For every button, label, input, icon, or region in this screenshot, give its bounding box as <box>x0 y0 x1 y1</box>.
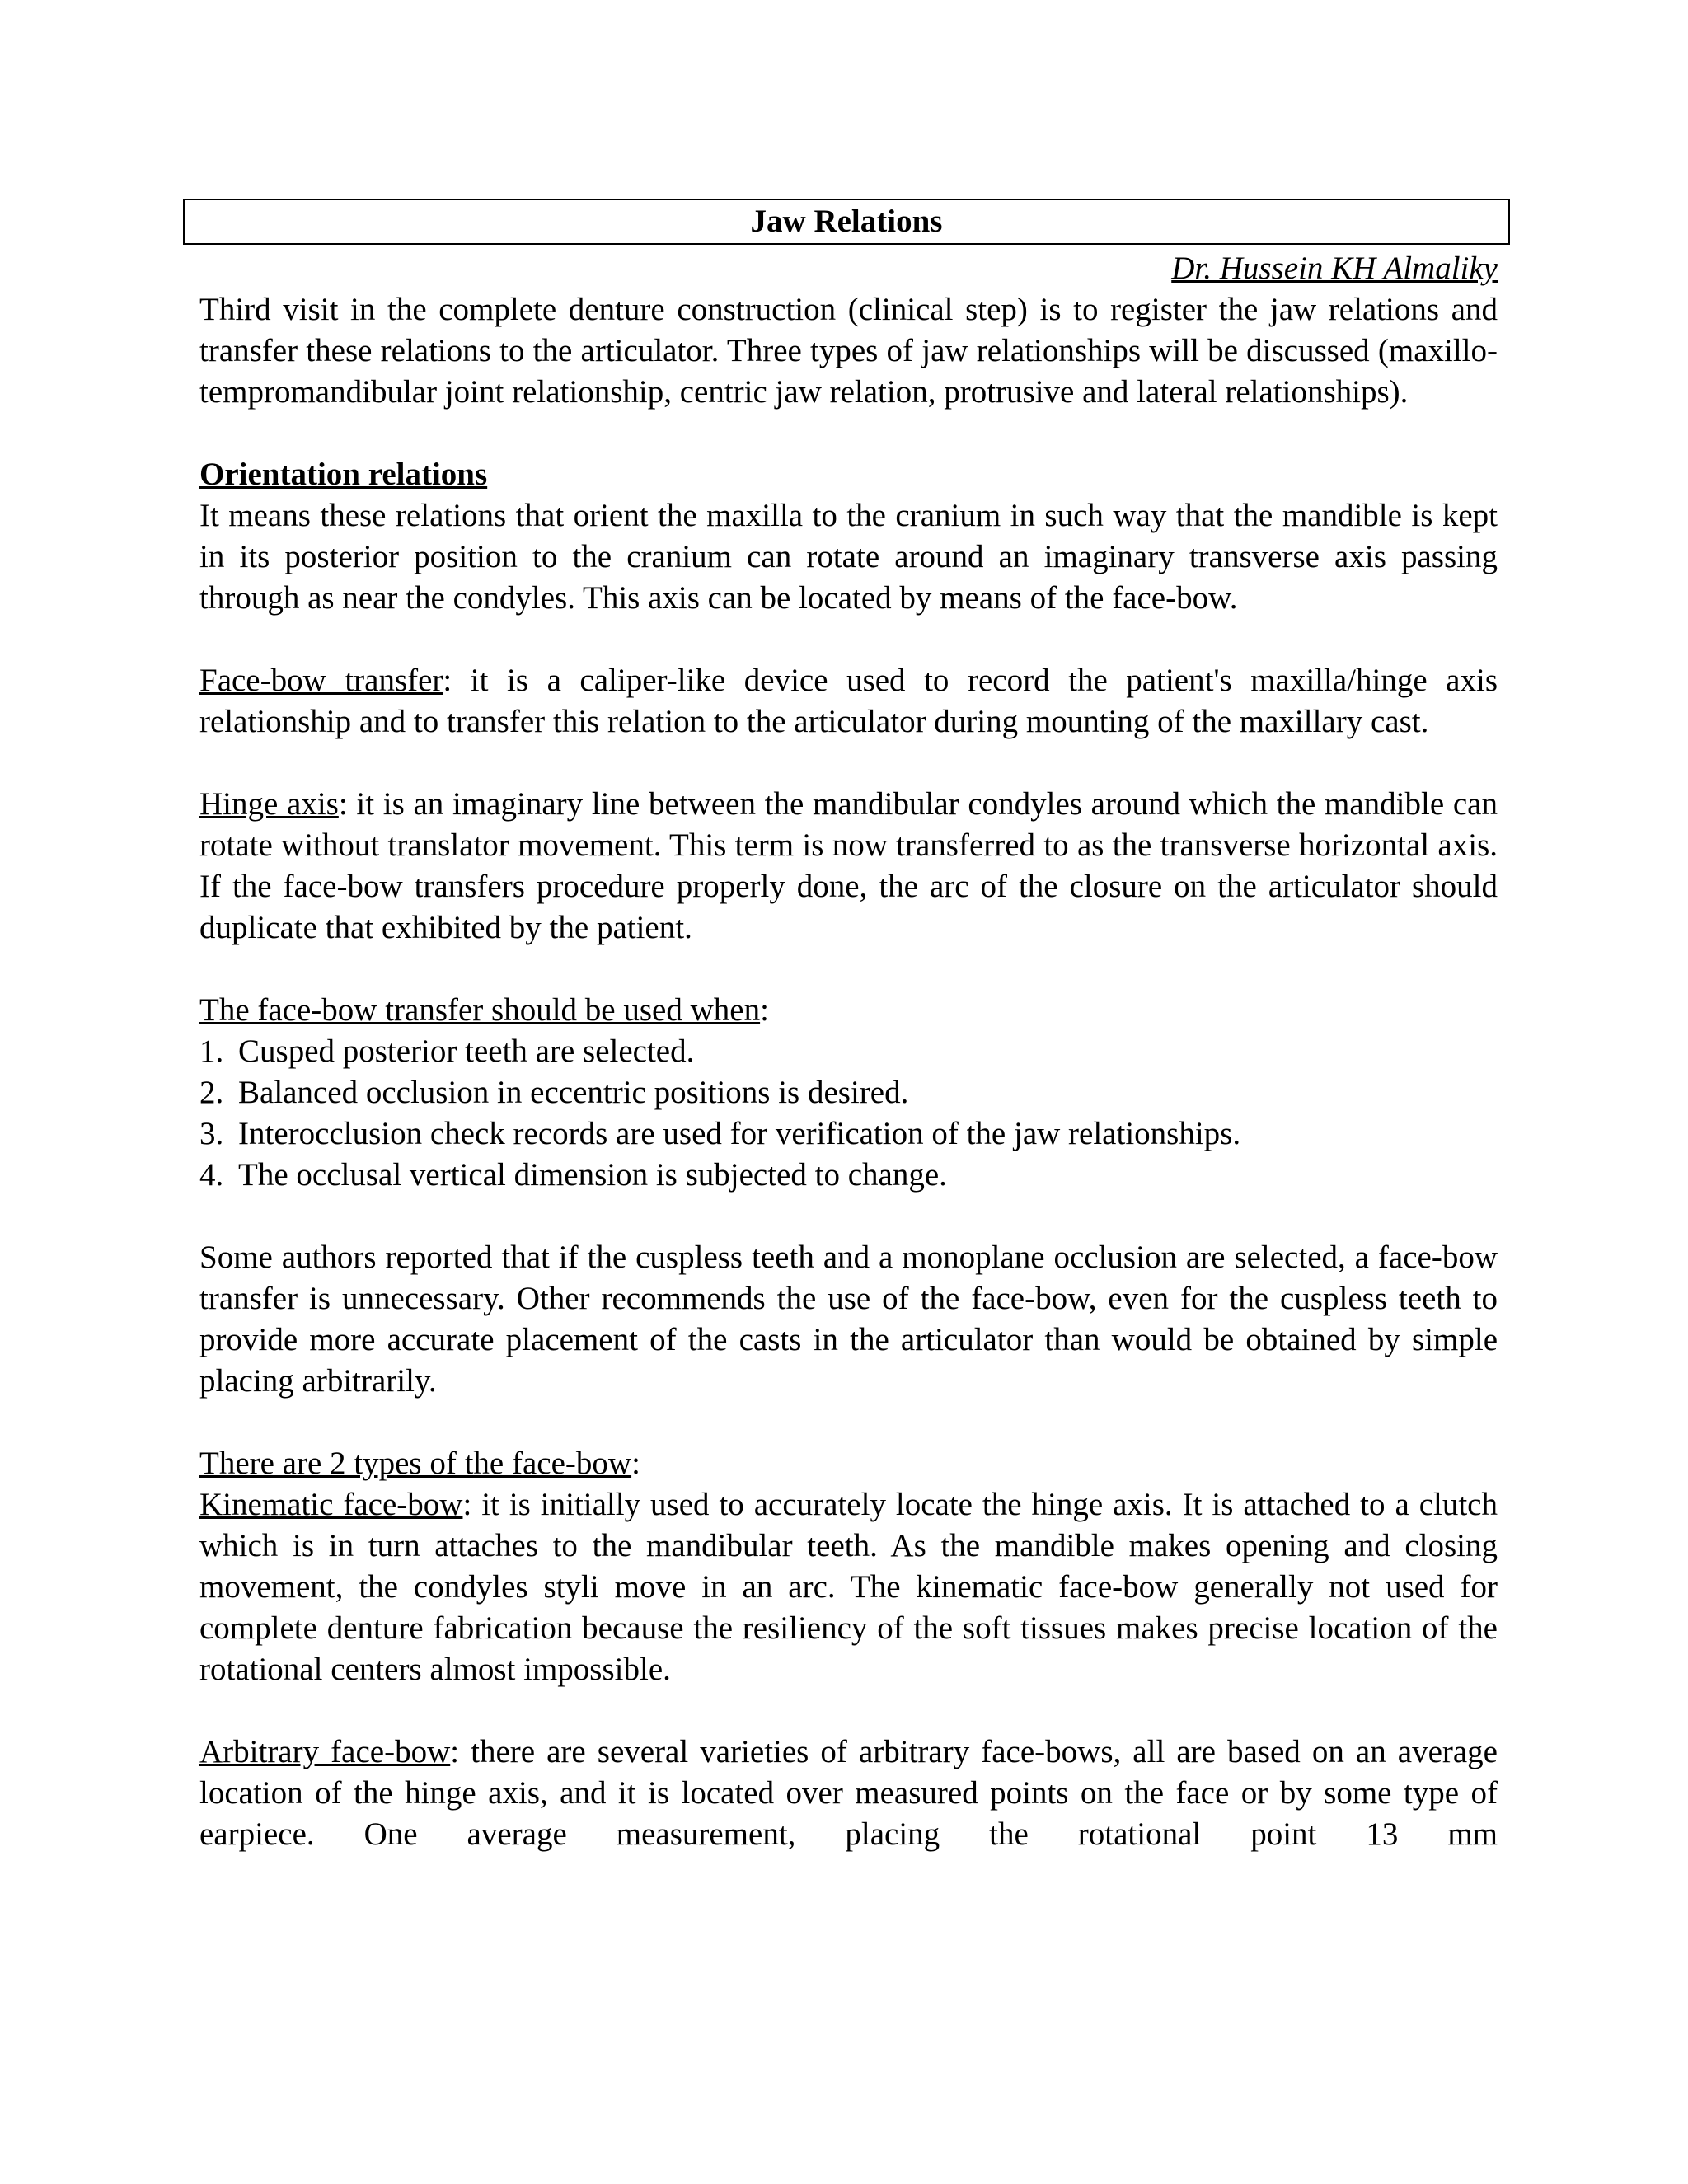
list-item-text: Interocclusion check records are used for verification of the jaw relationships. <box>238 1116 1241 1151</box>
list-item-number: 3. <box>199 1116 224 1151</box>
list-item-number: 1. <box>199 1033 224 1069</box>
spacer <box>199 1402 1498 1443</box>
list-item-number: 4. <box>199 1157 224 1193</box>
hinge-axis-text: : it is an imaginary line between the mandibular condyles around which the mandible can rotate without translator movement. This term is now transferred to as the transverse horizontal axis. If the face-bow transfers procedure properly done, the arc of the closure on the articulator should duplicate that exhibited by the patient. <box>199 786 1498 945</box>
spacer <box>199 1196 1498 1237</box>
document-title: Jaw Relations <box>183 199 1510 245</box>
kinematic-text: : it is initially used to accurately locate the hinge axis. It is attached to a clutch which is in turn attaches to the mandibular teeth. As the mandible makes opening and closing movement, the condyles styli move in an arc. The kinematic face-bow generally not used for complete denture fabrication because the resiliency of the soft tissues makes precise location of the rotational centers almost impossible. <box>199 1487 1498 1687</box>
spacer <box>199 619 1498 660</box>
spacer <box>199 1690 1498 1732</box>
arbitrary-text: : there are several varieties of arbitrary face-bows, all are based on an average location of the hinge axis, and it is located over measured points on the face or by some type of earpiece. One average measurement, placing the rotational point 13 mm <box>199 1734 1498 1852</box>
list-item <box>199 1072 1498 1113</box>
kinematic-paragraph <box>199 1484 1498 1690</box>
spacer <box>199 413 1498 454</box>
list-item-text: Cusped posterior teeth are selected. <box>238 1033 695 1069</box>
document-body <box>199 248 1498 1855</box>
types-heading-line <box>199 1443 1498 1484</box>
authors-note-paragraph: Some authors reported that if the cuspless teeth and a monoplane occlusion are selected, a face-bow transfer is unnecessary. Other recommends the use of the face-bow, even for the cuspless teeth to provide more accurate placement of the casts in the articulator than would be obtained by simple placing arbitrarily. <box>199 1240 1498 1399</box>
list-item <box>199 1155 1498 1196</box>
list-item-number: 2. <box>199 1075 224 1110</box>
spacer <box>199 949 1498 990</box>
hinge-axis-term: Hinge axis <box>199 786 339 822</box>
orientation-paragraph: It means these relations that orient the maxilla to the cranium in such way that the mandible is kept in its posterior position to the cranium can rotate around an imaginary transverse axis passing through as near the condyles. This axis can be located by means of the face-bow. <box>199 498 1498 616</box>
hinge-axis-paragraph <box>199 784 1498 949</box>
types-heading-suffix: : <box>631 1446 640 1481</box>
list-item <box>199 1113 1498 1155</box>
spacer <box>199 743 1498 784</box>
usage-heading: The face-bow transfer should be used when <box>199 992 761 1028</box>
usage-heading-line <box>199 990 1498 1031</box>
facebow-transfer-text: : it is a caliper-like device used to record the patient's maxilla/hinge axis relationship and to transfer this relation to the articulator during mounting of the maxillary cast. <box>199 663 1498 739</box>
kinematic-term: Kinematic face-bow <box>199 1487 463 1522</box>
arbitrary-paragraph <box>199 1732 1498 1855</box>
author-name: Dr. Hussein KH Almaliky <box>1171 251 1498 286</box>
usage-heading-suffix: : <box>760 992 769 1028</box>
usage-list <box>199 1031 1498 1196</box>
list-item-text: The occlusal vertical dimension is subjected to change. <box>238 1157 947 1193</box>
list-item-text: Balanced occlusion in eccentric positions is desired. <box>238 1075 909 1110</box>
orientation-heading: Orientation relations <box>199 457 488 492</box>
list-item <box>199 1031 1498 1072</box>
types-heading: There are 2 types of the face-bow <box>199 1446 632 1481</box>
arbitrary-term: Arbitrary face-bow <box>199 1734 451 1769</box>
facebow-transfer-paragraph <box>199 660 1498 743</box>
intro-paragraph: Third visit in the complete denture construction (clinical step) is to register the jaw relations and transfer these relations to the articulator. Three types of jaw relationships will be discussed (maxillo-tempromandibular joint relationship, centric jaw relation, protrusive and lateral relationships). <box>199 292 1498 410</box>
facebow-transfer-term: Face-bow transfer <box>199 663 443 698</box>
